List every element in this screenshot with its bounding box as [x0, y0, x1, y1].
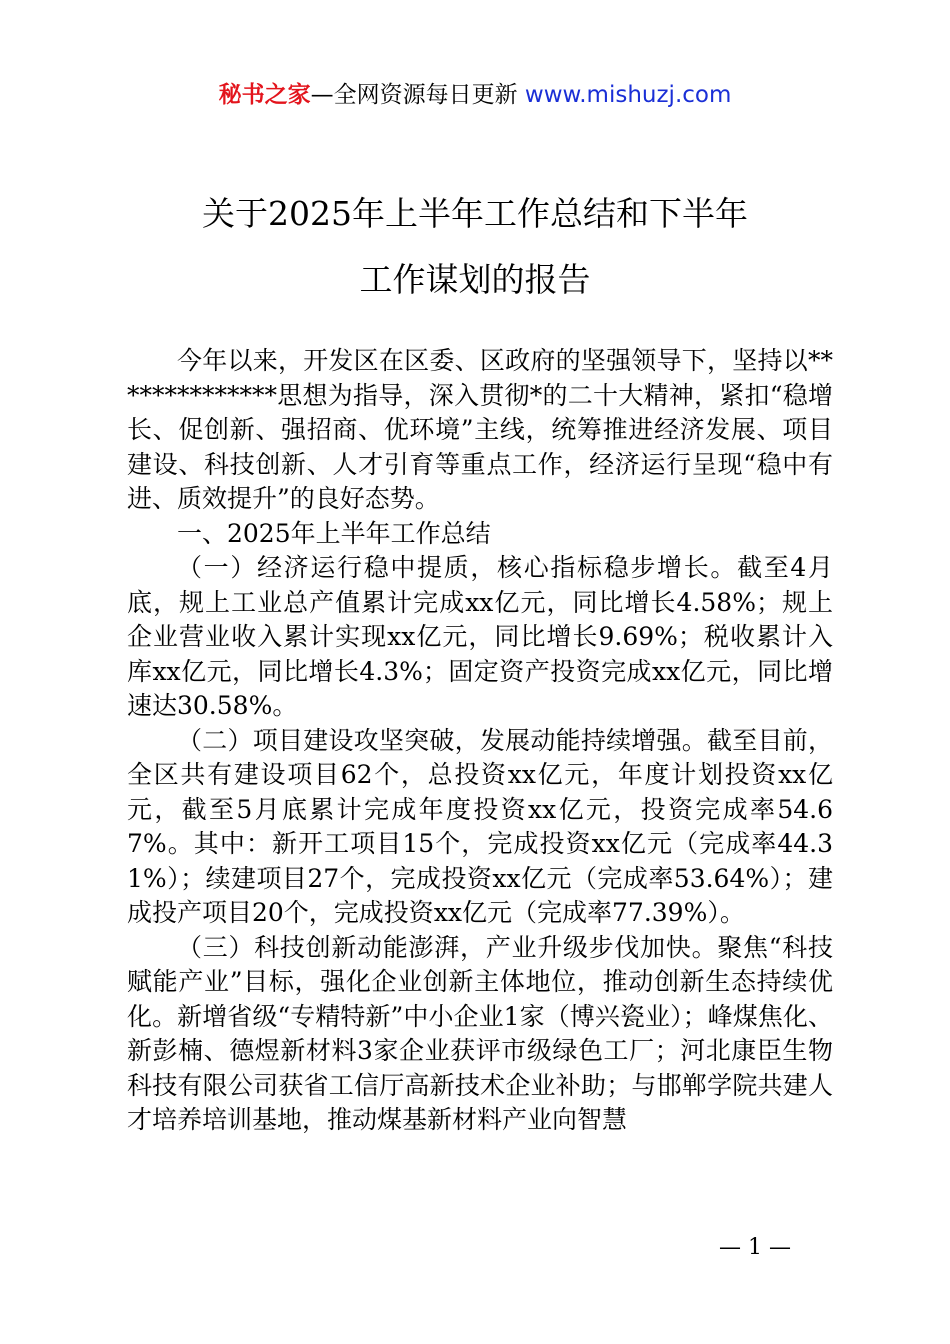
paragraph-innovation: （三）科技创新动能澎湃，产业升级步伐加快。聚焦“科技赋能产业”目标，强化企业创新主体地位，推动创新生态持续优化。新增省级“专精特新”中小企业1家（博兴瓷业）；峰煤焦化、新彭楠、德煜新材料3家企业获评市级绿色工厂；河北康臣生物科技有限公司获省工信厅高新技术企业补助；与邯郸学院共建人才培养培训基地，推动煤基新材料产业向智慧 [127, 932, 833, 1134]
intro-paragraph: 今年以来，开发区在区委、区政府的坚强领导下，坚持以**************思想为指导，深入贯彻*的二十大精神，紧扣“稳增长、促创新、强招商、优环境”主线，统筹推进经济发展、项目建设、科技创新、人才引育等重点工作，经济运行呈现“稳中有进、质效提升”的良好态势。 [127, 346, 833, 513]
brand-name: 秘书之家 [218, 82, 311, 108]
section-heading: 一、2025年上半年工作总结 [177, 518, 491, 548]
document-body [127, 344, 833, 1138]
page-number: — 1 — [719, 1235, 791, 1260]
paragraph-projects: （二）项目建设攻坚突破，发展动能持续增强。截至目前，全区共有建设项目62个，总投资xx亿元，年度计划投资xx亿元，截至5月底累计完成年度投资xx亿元，投资完成率54.67%。其中：新开工项目15个，完成投资xx亿元（完成率44.31%）；续建项目27个，完成投资xx亿元（完成率53.64%）；建成投产项目20个，完成投资xx亿元（完成率77.39%）。 [127, 725, 833, 927]
document-title-line-1: 关于2025年上半年工作总结和下半年 [202, 194, 748, 233]
paragraph-economy: （一）经济运行稳中提质，核心指标稳步增长。截至4月底，规上工业总产值累计完成xx亿元，同比增长4.58%；规上企业营业收入累计实现xx亿元，同比增长9.69%；税收累计入库xx亿元，同比增长4.3%；固定资产投资完成xx亿元，同比增速达30.58%。 [127, 553, 833, 720]
site-header [0, 78, 950, 112]
document-title-line-2: 工作谋划的报告 [359, 260, 591, 299]
site-url[interactable]: www.mishuzj.com [524, 82, 732, 108]
header-slogan: —全网资源每日更新 [310, 82, 518, 108]
